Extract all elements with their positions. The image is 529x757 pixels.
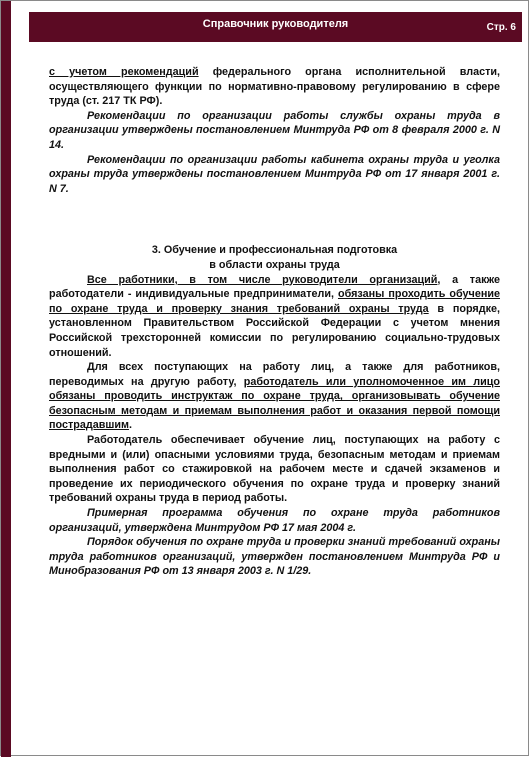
underlined-text: Все работники, в том числе руководители организаций [87, 273, 438, 286]
paragraph-text: Для всех поступающих на работу лиц, а также для работников, переводимых на другую работу, [49, 361, 500, 388]
paragraph-7: Примерная программа обучения по охране труда работников организаций, утверждена Минтрудом РФ 17 мая 2004 г. [49, 507, 500, 534]
paragraph-6: Работодатель обеспечивает обучение лиц, поступающих на работу с вредными и (или) опасными условиями труда, безопасным методам и приемам выполнения работ со стажировкой на рабочем месте и сдачей экзаменов и проведение их периодического обучения по охране труда и проверку знаний требований охраны труда в период работы. [49, 434, 500, 505]
paragraph-5 [49, 360, 500, 433]
paragraph-4 [49, 273, 500, 361]
paragraph-3: Рекомендации по организации работы кабинета охраны труда и уголка охраны труда утверждены постановлением Минтруда РФ от 17 января 2001 г. N 7. [49, 153, 500, 195]
paragraph-text: в порядке, установленном Правительством Российской Федерации с учетом мнения Российской трехсторонней комиссии по регулированию социально-трудовых отношений. [49, 302, 500, 359]
section-heading-line-1: 3. Обучение и профессиональная подготовка [151, 244, 398, 257]
underlined-text: обязаны проходить обучение по охране труда и проверку знания требований охраны труда [49, 288, 500, 315]
paragraph-8: Порядок обучения по охране труда и проверки знаний требований охраны труда работников организаций, утвержден постановлением Минтруда РФ и Минобразования РФ от 13 января 2003 г. N 1/29. [49, 536, 500, 578]
underlined-text: с учетом рекомендаций [49, 66, 199, 78]
document-body [49, 65, 500, 579]
paragraph-text: федерального органа исполнительной власти, осуществляющего функции по нормативно-правовому регулированию в сфере труда (ст. 217 ТК РФ). [49, 66, 500, 108]
page-number: Стр. 6 [486, 22, 516, 33]
underlined-text: работодатель или уполномоченное им лицо обязаны проводить инструктаж по охране труда, организовывать обучение безопасным методам и приемам выполнения работ и оказания первой помощи пострадавшим [49, 375, 500, 432]
paragraph-1 [49, 65, 500, 109]
header-title: Справочник руководителя [202, 18, 349, 30]
section-heading-line-2: в области охраны труда [209, 258, 340, 271]
paragraph-text: , а также работодатели - индивидуальные предприниматели, [49, 273, 500, 301]
paragraph-2: Рекомендации по организации работы службы охраны труда в организации утверждены постановлением Минтруда РФ от 8 февраля 2000 г. N 14. [49, 109, 500, 151]
section-heading [49, 243, 500, 272]
paragraph-text: . [129, 419, 132, 432]
page-header [29, 12, 522, 42]
left-accent-bar [1, 1, 11, 757]
